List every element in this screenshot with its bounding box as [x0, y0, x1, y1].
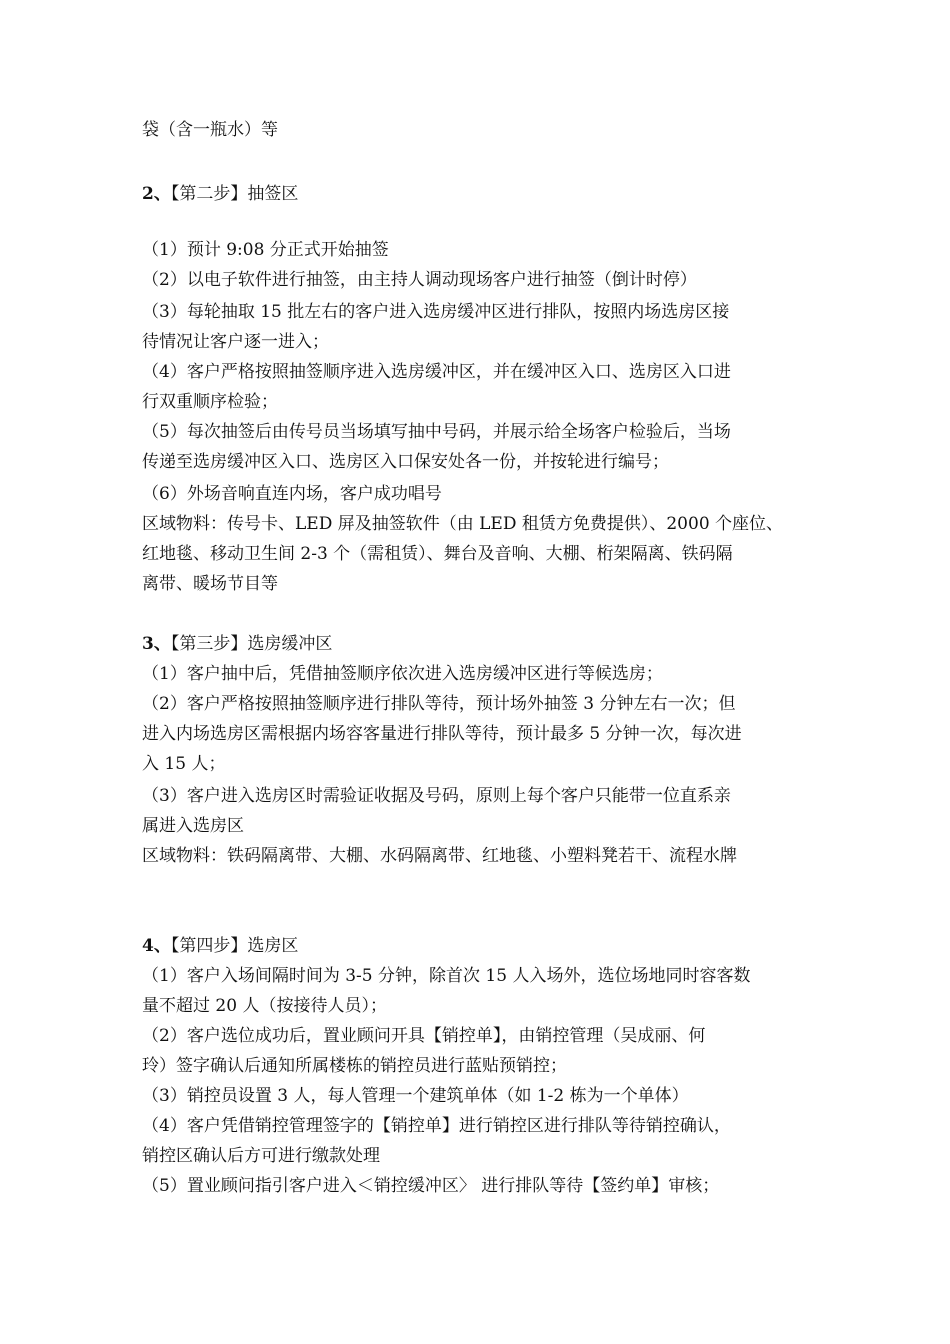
- section-title: 【第二步】抽签区: [170, 184, 299, 204]
- text-line: 进入内场选房区需根据内场容客量进行排队等待，预计最多 5 分钟一次，每次进: [142, 724, 742, 744]
- text-line: 传递至选房缓冲区入口、选房区入口保安处各一份，并按轮进行编号；: [142, 452, 669, 472]
- text-line: 离带、暖场节目等: [142, 574, 278, 594]
- section-number: 2、: [142, 184, 171, 204]
- text-line: （2）客户严格按照抽签顺序进行排队等待，预计场外抽签 3 分钟左右一次；但: [142, 694, 736, 714]
- text-line: 入 15 人；: [142, 754, 226, 774]
- text-line: 销控区确认后方可进行缴款处理: [142, 1146, 380, 1166]
- text-line: （6）外场音响直连内场，客户成功唱号: [142, 484, 442, 504]
- text-line: （3）客户进入选房区时需验证收据及号码，原则上每个客户只能带一位直系亲: [142, 786, 731, 806]
- section-number: 3、: [142, 634, 171, 654]
- text-line: 区域物料：传号卡、LED 屏及抽签软件（由 LED 租赁方免费提供）、2000 个座位、: [142, 514, 784, 534]
- text-line: （4）客户凭借销控管理签字的【销控单】进行销控区进行排队等待销控确认，: [142, 1116, 731, 1136]
- text-line: 行双重顺序检验；: [142, 392, 278, 412]
- text-line: （5）置业顾问指引客户进入＜销控缓冲区〉 进行排队等待【签约单】审核；: [142, 1176, 720, 1196]
- section-title: 【第四步】选房区: [170, 936, 299, 956]
- text-line: （2）以电子软件进行抽签，由主持人调动现场客户进行抽签（倒计时停）: [142, 270, 697, 290]
- section-number: 4、: [142, 936, 171, 956]
- text-line: （1）客户抽中后，凭借抽签顺序依次进入选房缓冲区进行等候选房；: [142, 664, 663, 684]
- text-line: 袋（含一瓶水）等: [142, 120, 278, 140]
- text-line: （1）预计 9:08 分正式开始抽签: [142, 240, 389, 260]
- text-line: 待情况让客户逐一进入；: [142, 332, 329, 352]
- text-line: （5）每次抽签后由传号员当场填写抽中号码，并展示给全场客户检验后，当场: [142, 422, 731, 442]
- section-heading: [142, 630, 842, 658]
- text-line: 量不超过 20 人（按接待人员）；: [142, 996, 387, 1016]
- text-line: 红地毯、移动卫生间 2-3 个（需租赁）、舞台及音响、大棚、桁架隔离、铁码隔: [142, 544, 733, 564]
- text-line: （3）每轮抽取 15 批左右的客户进入选房缓冲区进行排队，按照内场选房区接: [142, 302, 730, 322]
- text-line: （2）客户选位成功后，置业顾问开具【销控单】，由销控管理（吴成丽、何: [142, 1026, 706, 1046]
- section-heading: [142, 932, 842, 960]
- text-line: （1）客户入场间隔时间为 3-5 分钟，除首次 15 人入场外，选位场地同时容客数: [142, 966, 751, 986]
- text-line: 玲）签字确认后通知所属楼栋的销控员进行蓝贴预销控；: [142, 1056, 567, 1076]
- text-line: （4）客户严格按照抽签顺序进入选房缓冲区，并在缓冲区入口、选房区入口进: [142, 362, 731, 382]
- text-line: （3）销控员设置 3 人，每人管理一个建筑单体（如 1-2 栋为一个单体）: [142, 1086, 689, 1106]
- section-heading: [142, 180, 842, 208]
- text-line: 区域物料：铁码隔离带、大棚、水码隔离带、红地毯、小塑料凳若干、流程水牌: [142, 846, 737, 866]
- section-title: 【第三步】选房缓冲区: [170, 634, 333, 654]
- text-line: 属进入选房区: [142, 816, 244, 836]
